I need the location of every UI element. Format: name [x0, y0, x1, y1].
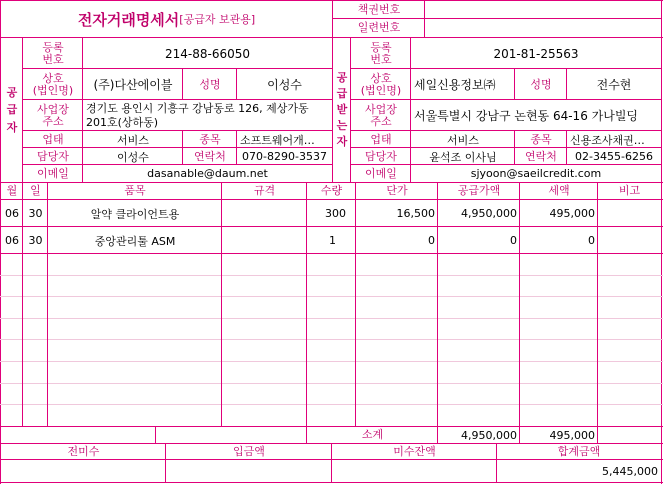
row-spec: [222, 227, 307, 254]
supplier-biz-item: 소프트웨어개…: [240, 133, 315, 147]
rule-line: [22, 99, 332, 100]
rule-line: [0, 199, 663, 200]
rule-line: [0, 0, 1, 484]
subtotal-supply: 4,950,000: [461, 428, 517, 442]
rule-line: [519, 182, 520, 426]
row-qty: 300: [325, 207, 346, 220]
rule-line: [236, 68, 237, 100]
buyer-side-char: 는: [336, 118, 348, 132]
rule-line: [0, 383, 663, 384]
buyer-reg-no-label: 등록 번호: [370, 40, 392, 66]
col-header-month: 월: [6, 184, 18, 198]
row-month: 06: [5, 207, 19, 220]
row-item: 중앙관리툴 ASM: [94, 234, 176, 248]
book-no-value: [425, 1, 661, 19]
supplier-reg-no: 214-88-66050: [164, 46, 250, 61]
rule-line: [350, 68, 661, 69]
buyer-side-char: 공: [336, 71, 348, 85]
rule-line: [155, 426, 156, 444]
rule-line: [22, 68, 332, 69]
row-spec: [222, 200, 307, 227]
buyer-rep-label: 성명: [530, 77, 552, 91]
rule-line: [0, 318, 663, 319]
row-note: [598, 200, 661, 227]
supplier-biz-type-label: 업태: [42, 132, 64, 146]
rule-line: [236, 130, 237, 165]
rule-line: [0, 296, 663, 297]
rule-line: [566, 130, 567, 165]
subtotal-tax: 495,000: [549, 428, 595, 442]
supplier-contact: 이성수: [117, 150, 149, 164]
rule-line: [332, 0, 333, 38]
supplier-addr: 경기도 용인시 기흥구 강남동로 126, 제상가동 201호(상하동): [86, 102, 309, 129]
supplier-name: (주)다산에이블: [93, 78, 173, 92]
supplier-addr-label: 사업장 주소: [37, 102, 69, 128]
rule-line: [22, 164, 332, 165]
total-label: 합계금액: [557, 445, 601, 459]
supplier-biz-item-label: 종목: [199, 132, 221, 146]
rule-line: [182, 130, 183, 165]
buyer-biz-type-label: 업태: [370, 132, 392, 146]
row-unit-price: 0: [428, 234, 435, 247]
buyer-addr: 서울특별시 강남구 논현동 64-16 가나빌딩: [414, 109, 639, 123]
buyer-phone-label: 연락처: [525, 149, 557, 163]
rule-line: [437, 182, 438, 426]
prev-balance-label: 전미수: [67, 445, 100, 459]
supplier-biz-type: 서비스: [117, 133, 149, 147]
title-sub: [공급자 보관용]: [179, 13, 256, 26]
buyer-email: sjyoon@saeilcredit.com: [470, 167, 602, 180]
rule-line: [22, 182, 23, 426]
supplier-side-char: 급: [6, 103, 18, 117]
rule-line: [0, 253, 663, 254]
buyer-reg-no: 201-81-25563: [493, 46, 579, 61]
supplier-side-char: 자: [6, 120, 18, 134]
rule-line: [514, 68, 515, 100]
col-header-item: 품목: [124, 184, 146, 198]
supplier-phone-label: 연락처: [194, 149, 226, 163]
rule-line: [306, 426, 307, 444]
buyer-name-label: 상호 (법인명): [360, 71, 402, 97]
rule-line: [165, 443, 166, 483]
supplier-contact-label: 담당자: [37, 149, 69, 163]
rule-line: [0, 226, 663, 227]
buyer-phone: 02-3455-6256: [575, 150, 653, 163]
rule-line: [22, 37, 23, 183]
serial-no-value: [425, 19, 661, 37]
rule-line: [0, 404, 663, 405]
rule-line: [350, 164, 661, 165]
supplier-email-label: 이메일: [37, 166, 69, 180]
rule-line: [350, 37, 351, 183]
col-header-note: 비고: [618, 184, 641, 198]
rule-line: [22, 147, 332, 148]
rule-line: [597, 182, 598, 426]
row-day: 30: [28, 207, 43, 220]
buyer-side-char: 급: [336, 87, 348, 101]
buyer-biz-item: 신용조사채권…: [570, 133, 645, 147]
rule-line: [82, 37, 83, 183]
book-no-label: 책권번호: [357, 3, 401, 17]
row-day: 30: [28, 234, 43, 247]
buyer-addr-label: 사업장 주소: [365, 102, 397, 128]
buyer-rep: 전수현: [596, 78, 632, 92]
rule-line: [437, 426, 438, 444]
row-qty: 1: [329, 234, 336, 247]
row-supply: 0: [510, 234, 517, 247]
rule-line: [0, 275, 663, 276]
row-item: 알약 클라이언트용: [90, 207, 180, 221]
buyer-side-label: [333, 38, 351, 182]
rule-line: [0, 339, 663, 340]
rule-line: [47, 182, 48, 426]
supplier-phone: 070-8290-3537: [242, 150, 327, 163]
supplier-rep-label: 성명: [199, 77, 221, 91]
row-note: [598, 227, 661, 254]
rule-line: [350, 130, 661, 131]
rule-line: [306, 182, 307, 426]
col-header-supply: 공급가액: [457, 184, 501, 198]
document-title: [1, 1, 332, 37]
col-header-spec: 규격: [253, 184, 276, 198]
rule-line: [355, 182, 356, 426]
rule-line: [331, 443, 332, 483]
prev-balance-value: [1, 460, 166, 482]
supplier-reg-no-label: 등록 번호: [42, 40, 64, 66]
total-value: 5,445,000: [602, 464, 658, 478]
rule-line: [221, 182, 222, 426]
rule-line: [0, 426, 663, 427]
rule-line: [661, 0, 662, 484]
buyer-contact: 윤석조 이사님: [429, 150, 497, 164]
balance-label: 미수잔액: [393, 445, 436, 459]
balance-value: [332, 460, 497, 482]
row-unit-price: 16,500: [396, 207, 435, 220]
supplier-rep: 이성수: [267, 78, 302, 92]
row-supply: 4,950,000: [461, 207, 517, 220]
buyer-biz-type: 서비스: [447, 133, 479, 147]
row-tax: 495,000: [549, 207, 595, 220]
supplier-email: dasanable@daum.net: [147, 167, 268, 180]
col-header-qty: 수량: [320, 184, 343, 198]
rule-line: [496, 443, 497, 483]
buyer-biz-item-label: 종목: [530, 132, 552, 146]
serial-no-label: 일련번호: [357, 21, 401, 35]
rule-line: [332, 37, 333, 183]
rule-line: [410, 37, 411, 183]
rule-line: [514, 130, 515, 165]
col-header-day: 일: [30, 184, 41, 198]
rule-line: [182, 68, 183, 100]
buyer-side-char: 자: [336, 134, 348, 148]
rule-line: [350, 147, 661, 148]
row-tax: 0: [588, 234, 595, 247]
buyer-name: 세일신용정보㈜: [414, 78, 496, 92]
paid-label: 입금액: [233, 445, 265, 459]
subtotal-label: 소계: [361, 428, 384, 442]
rule-line: [22, 130, 332, 131]
rule-line: [566, 68, 567, 100]
supplier-side-char: 공: [6, 85, 18, 99]
row-month: 06: [5, 234, 19, 247]
buyer-contact-label: 담당자: [365, 149, 397, 163]
col-header-tax: 세액: [548, 184, 570, 198]
paid-value: [166, 460, 332, 482]
col-header-unit-price: 단가: [386, 184, 408, 198]
rule-line: [332, 18, 662, 19]
buyer-email-label: 이메일: [365, 166, 397, 180]
rule-line: [0, 361, 663, 362]
title-main: 전자거래명세서: [77, 10, 180, 29]
rule-line: [519, 426, 520, 444]
supplier-side-label: [1, 38, 23, 182]
buyer-side-char: 받: [336, 103, 348, 117]
rule-line: [0, 459, 663, 460]
rule-line: [597, 426, 598, 444]
rule-line: [424, 0, 425, 38]
rule-line: [350, 99, 661, 100]
supplier-name-label: 상호 (법인명): [32, 71, 74, 97]
